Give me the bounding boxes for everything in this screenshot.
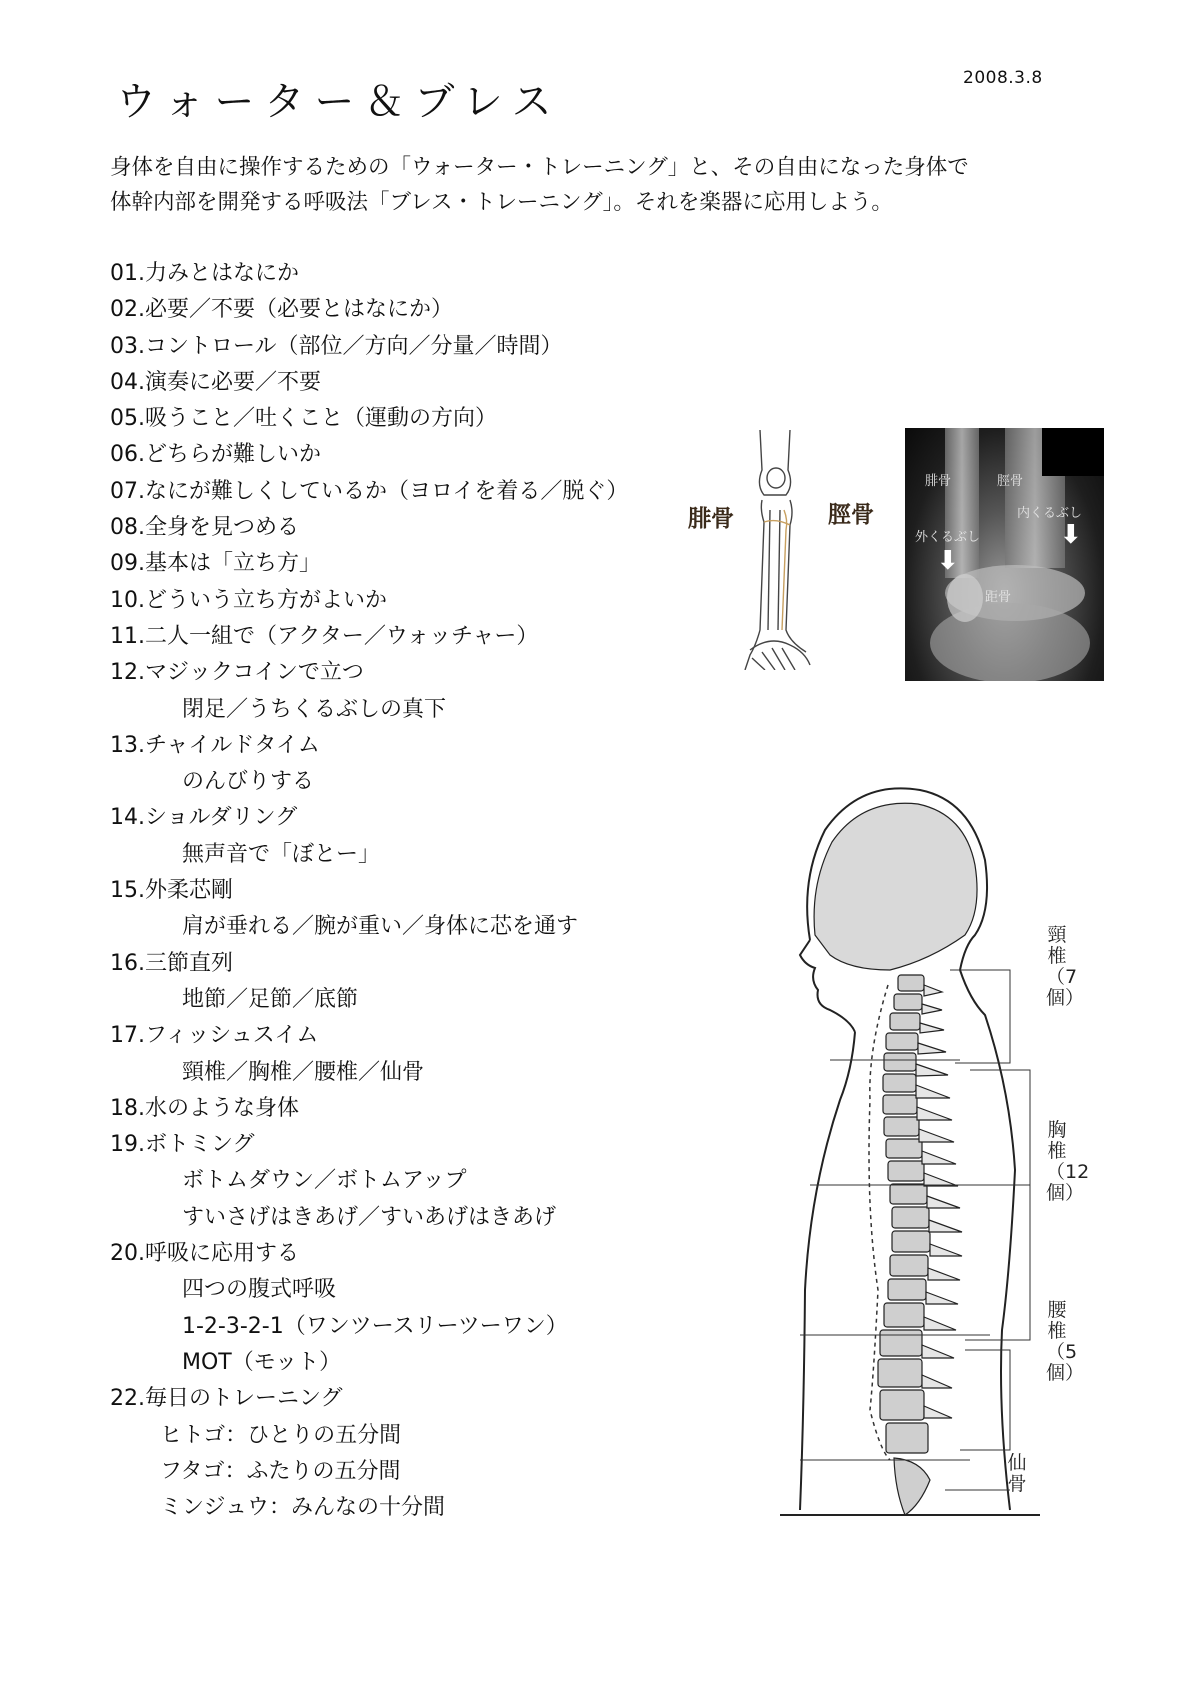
list-subitem: MOT（モット） [182, 1349, 342, 1375]
cervical-char: 椎 [1047, 945, 1067, 967]
xray-talus-label: 距骨 [985, 590, 1012, 605]
list-item: 08.全身を見つめる [110, 515, 299, 541]
list-item: 05.吸うこと／吐くこと（運動の方向） [110, 406, 497, 432]
thoracic-label [1046, 1119, 1090, 1204]
thoracic-char: 胸 [1047, 1119, 1067, 1141]
fibula-label: 腓骨 [688, 506, 734, 532]
list-subitem: 四つの腹式呼吸 [182, 1277, 337, 1303]
list-item: 12.マジックコインで立つ [110, 660, 364, 686]
list-subitem: 1-2-3-2-1（ワンツースリーツーワン） [182, 1313, 568, 1339]
document-date: 2008.3.8 [963, 68, 1043, 88]
list-subitem: ヒトゴ：ひとりの五分間 [160, 1422, 402, 1448]
list-item: 13.チャイルドタイム [110, 732, 320, 758]
cervical-char: （7 [1046, 966, 1078, 988]
list-subitem: ミンジュウ：みんなの十分間 [160, 1495, 446, 1521]
list-item: 07.なにが難しくしているか（ヨロイを着る／脱ぐ） [110, 478, 629, 504]
list-item: 14.ショルダリング [110, 805, 298, 831]
list-subitem: 頸椎／胸椎／腰椎／仙骨 [182, 1059, 425, 1085]
intro-line-2: 体幹内部を開発する呼吸法「ブレス・トレーニング」。それを楽器に応用しよう。 [110, 190, 893, 215]
list-item: 04.演奏に必要／不要 [110, 369, 321, 395]
thoracic-char: （12 [1046, 1161, 1090, 1183]
training-list [110, 256, 710, 1526]
sacrum-label [1006, 1453, 1028, 1495]
list-subitem: 閉足／うちくるぶしの真下 [182, 696, 447, 722]
thoracic-char: 椎 [1047, 1140, 1067, 1162]
intro-line-1: 身体を自由に操作するための「ウォーター・トレーニング」と、その自由になった身体で [110, 155, 969, 180]
thoracic-char: 個） [1046, 1182, 1085, 1204]
spine-illustration [770, 770, 1090, 1530]
list-item: 19.ボトミング [110, 1132, 255, 1158]
list-subitem: ボトムダウン／ボトムアップ [182, 1168, 467, 1194]
lumbar-char: 椎 [1047, 1320, 1067, 1342]
leg-bone-drawing [690, 430, 890, 670]
list-item: 09.基本は「立ち方」 [110, 551, 321, 577]
spine-drawing [770, 770, 1090, 1530]
sacrum-char: 仙 [1007, 1452, 1027, 1474]
list-subitem: 地節／足節／底節 [182, 986, 359, 1012]
page-title: ウォーター＆ブレス [116, 79, 562, 125]
list-subitem: すいさげはきあげ／すいあげはきあげ [182, 1204, 557, 1230]
down-arrow-icon: ⬇ [937, 546, 959, 576]
xray-outer-ankle-label: 外くるぶし [915, 530, 981, 545]
leg-bone-illustration [690, 430, 890, 670]
cervical-char: 頸 [1047, 924, 1067, 946]
lumbar-char: 腰 [1047, 1299, 1067, 1321]
lumbar-char: 個） [1046, 1362, 1085, 1384]
lumbar-char: （5 [1046, 1341, 1078, 1363]
list-item: 06.どちらが難しいか [110, 442, 321, 468]
list-item: 20.呼吸に応用する [110, 1241, 299, 1267]
sacrum-char: 骨 [1007, 1473, 1027, 1495]
list-subitem: のんびりする [182, 769, 315, 795]
list-item: 10.どういう立ち方がよいか [110, 587, 387, 613]
down-arrow-icon: ⬇ [1060, 520, 1082, 550]
cervical-char: 個） [1046, 987, 1085, 1009]
intro-paragraph [110, 150, 1090, 220]
xray-tibia-label: 脛骨 [997, 474, 1024, 489]
list-item: 15.外柔芯剛 [110, 878, 233, 904]
list-item: 02.必要／不要（必要とはなにか） [110, 297, 453, 323]
list-item: 18.水のような身体 [110, 1095, 299, 1121]
list-item: 17.フィッシュスイム [110, 1023, 319, 1049]
xray-fibula-label: 腓骨 [925, 474, 952, 489]
list-item: 22.毎日のトレーニング [110, 1386, 343, 1412]
tibia-label: 脛骨 [828, 502, 874, 528]
xray-inner-ankle-label: 内くるぶし [1017, 506, 1083, 521]
list-subitem: 肩が垂れる／腕が重い／身体に芯を通す [182, 914, 579, 940]
list-item: 03.コントロール（部位／方向／分量／時間） [110, 333, 563, 359]
list-subitem: 無声音で「ぼとー」 [182, 841, 381, 867]
ankle-xray-image [905, 428, 1104, 681]
list-item: 16.三節直列 [110, 950, 233, 976]
xray-masked-area [1042, 428, 1104, 476]
list-item: 11.二人一組で（アクター／ウォッチャー） [110, 623, 539, 649]
list-item: 01.力みとはなにか [110, 261, 299, 286]
cervical-label [1046, 924, 1085, 1009]
list-subitem: フタゴ：ふたりの五分間 [160, 1458, 401, 1484]
lumbar-label [1046, 1299, 1085, 1384]
